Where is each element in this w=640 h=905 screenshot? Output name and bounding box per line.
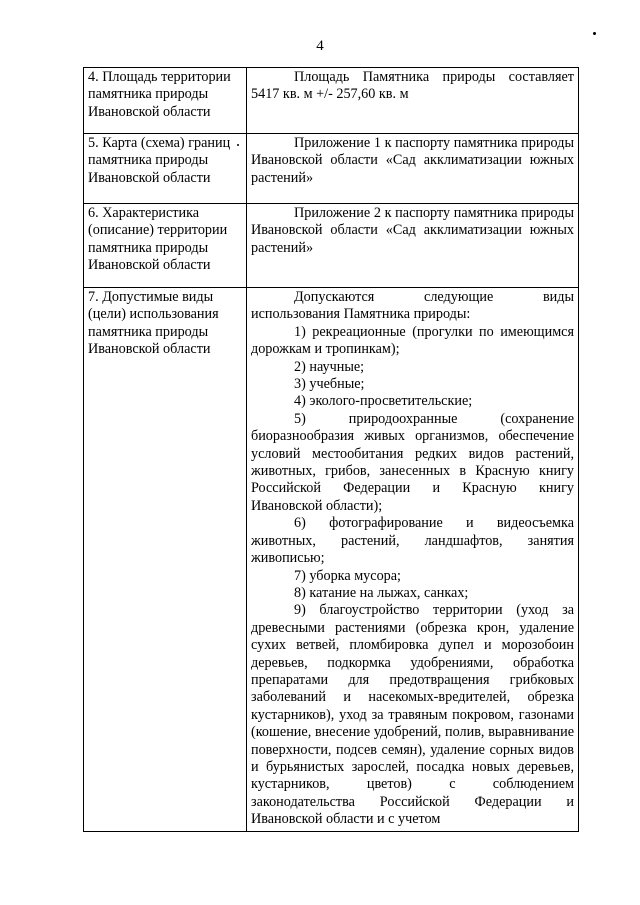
list-item: 2) научные; (294, 358, 365, 375)
row-content (247, 204, 579, 288)
list-item: 7) уборка мусора; (294, 567, 401, 584)
row-label: 4. Площадь территории памятника природы Ивановской области (84, 68, 247, 134)
table-row (84, 204, 579, 288)
content-paragraph: Допускаются следующие виды использования Памятника природы: (251, 289, 574, 323)
table-row (84, 68, 579, 134)
content-paragraph: Площадь Памятника природы составляет 5417 кв. м +/- 257,60 кв. м (251, 69, 574, 103)
list-item: 8) катание на лыжах, санках; (294, 584, 469, 601)
row-label: 7. Допустимые виды (цели) использования памятника природы Ивановской области (84, 288, 247, 832)
row-label: 6. Характеристика (описание) территории памятника природы Ивановской области (84, 204, 247, 288)
list-item: 9) благоустройство территории (уход за древесными растениями (обрезка крон, удаление сухих ветвей, пломбировка дупел и морозобоин деревьев, подкормка удобрениями, обработка препаратами для предотвращения грибковых заболеваний и насекомых-вредителей, обрезка кустарников), уход за травяным покровом, газонами (кошение, внесение удобрений, полив, выравнивание поверхности, подсев семян), удаление сорных видов и бурьянистых зарослей, посадка новых деревьев, кустарников, цветов) с соблюдением законодательства Российской Федерации и Ивановской области и с учетом (251, 602, 574, 828)
list-item: 5) природоохранные (сохранение биоразнообразия живых организмов, обеспечение условий местообитания редких видов растений, животных, грибов, занесенных в Красную книгу Российской Федерации и Красную книгу Ивановской области); (251, 410, 574, 514)
row-content (247, 288, 579, 832)
page-number: 4 (316, 38, 324, 54)
list-item: 4) эколого-просветительские; (294, 393, 473, 410)
list-item: 1) рекреационные (прогулки по имеющимся дорожкам и тропинкам); (251, 323, 574, 358)
table-row (84, 288, 579, 832)
passport-table (83, 67, 579, 832)
row-label: 5. Карта (схема) границ памятника природы Ивановской области (84, 134, 247, 204)
content-paragraph: Приложение 2 к паспорту памятника природы Ивановской области «Сад акклиматизации южных растений» (251, 205, 574, 256)
list-item: 3) учебные; (294, 376, 365, 393)
row-content (247, 134, 579, 204)
list-item: 6) фотографирование и видеосъемка животных, растений, ландшафтов, занятия живописью; (251, 515, 574, 567)
row-content (247, 68, 579, 134)
scan-speck (593, 32, 596, 35)
table-row (84, 134, 579, 204)
content-paragraph: Приложение 1 к паспорту памятника природы Ивановской области «Сад акклиматизации южных растений» (251, 135, 574, 186)
